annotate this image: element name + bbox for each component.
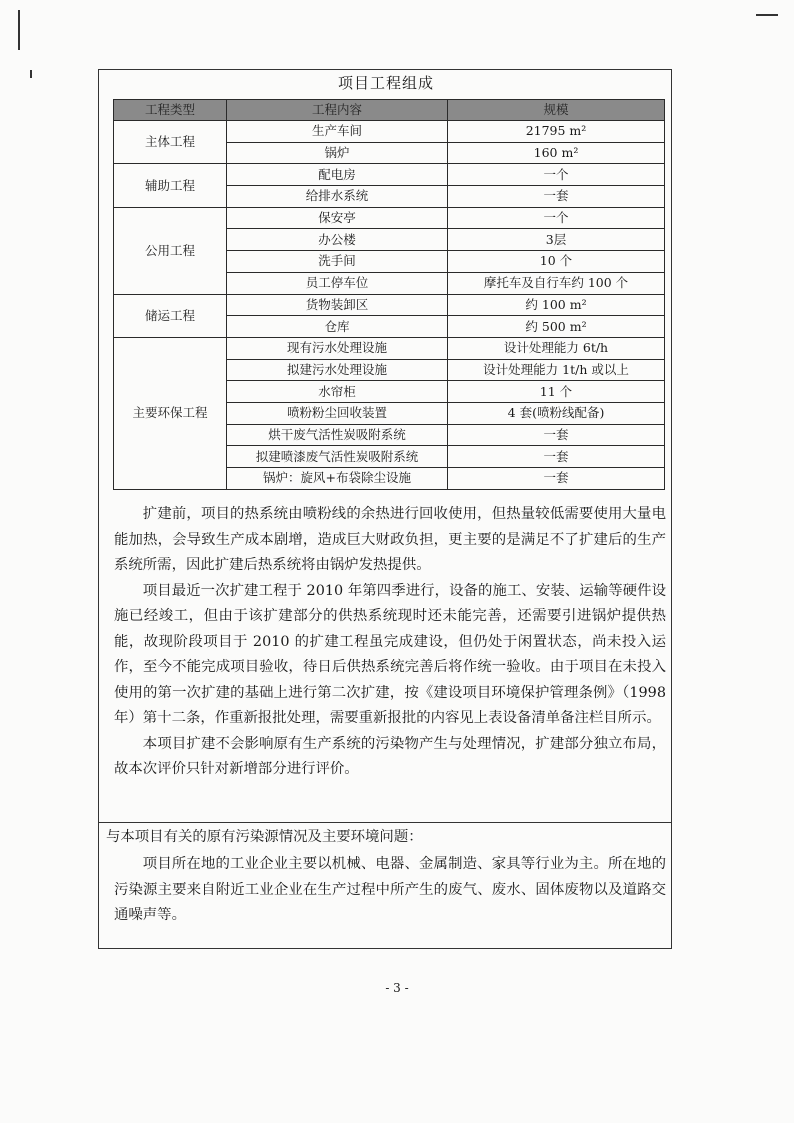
table-row (114, 337, 665, 359)
content-cell: 烘干废气活性炭吸附系统 (227, 424, 448, 446)
content-cell: 喷粉粉尘回收装置 (227, 402, 448, 424)
table-row (114, 207, 665, 229)
table-row (114, 294, 665, 316)
paragraph: 扩建前，项目的热系统由喷粉线的余热进行回收使用，但热量较低需要使用大量电能加热，会导致生产成本剧增，造成巨大财政负担，更主要的是满足不了扩建后的生产系统所需，因此扩建后热系统将由锅炉发热提供。 (114, 506, 666, 573)
category-cell: 公用工程 (114, 207, 227, 294)
header-content: 工程内容 (227, 100, 448, 121)
content-cell: 办公楼 (227, 229, 448, 251)
content-cell: 给排水系统 (227, 186, 448, 208)
content-cell: 锅炉 (227, 142, 448, 164)
table-row (114, 164, 665, 186)
paragraph: 项目所在地的工业企业主要以机械、电器、金属制造、家具等行业为主。所在地的污染源主要来自附近工业企业在生产过程中所产生的废气、废水、固体废物以及道路交通噪声等。 (114, 856, 666, 923)
category-cell: 储运工程 (114, 294, 227, 337)
section-divider (98, 822, 672, 823)
scale-cell: 一套 (448, 424, 665, 446)
body-text (114, 502, 666, 783)
table-row (114, 121, 665, 143)
scale-cell: 摩托车及自行车约 100 个 (448, 272, 665, 294)
category-cell: 辅助工程 (114, 164, 227, 207)
scale-cell: 约 500 m² (448, 316, 665, 338)
scale-cell: 一个 (448, 207, 665, 229)
scale-cell: 约 100 m² (448, 294, 665, 316)
category-cell: 主要环保工程 (114, 337, 227, 489)
paragraph: 本项目扩建不会影响原有生产系统的污染物产生与处理情况，扩建部分独立布局，故本次评价只针对新增部分进行评价。 (114, 735, 666, 777)
scale-cell: 10 个 (448, 251, 665, 273)
content-cell: 拟建喷漆废气活性炭吸附系统 (227, 446, 448, 468)
scale-cell: 21795 m² (448, 121, 665, 143)
content-cell: 仓库 (227, 316, 448, 338)
content-cell: 生产车间 (227, 121, 448, 143)
section-body (114, 852, 666, 929)
category-cell: 主体工程 (114, 121, 227, 164)
scale-cell: 160 m² (448, 142, 665, 164)
page-number: - 3 - (385, 981, 409, 995)
header-category: 工程类型 (114, 100, 227, 121)
content-cell: 现有污水处理设施 (227, 337, 448, 359)
content-cell: 保安亭 (227, 207, 448, 229)
content-cell: 配电房 (227, 164, 448, 186)
content-cell: 拟建污水处理设施 (227, 359, 448, 381)
scale-cell: 一个 (448, 164, 665, 186)
content-cell: 洗手间 (227, 251, 448, 273)
scan-mark (30, 70, 32, 78)
scale-cell: 11 个 (448, 381, 665, 403)
scale-cell: 一套 (448, 186, 665, 208)
scale-cell: 一套 (448, 468, 665, 490)
scale-cell: 设计处理能力 6t/h (448, 337, 665, 359)
scale-cell: 一套 (448, 446, 665, 468)
header-scale: 规模 (448, 100, 665, 121)
paragraph: 项目最近一次扩建工程于 2010 年第四季进行，设备的施工、安装、运输等硬件设施已经竣工，但由于该扩建部分的供热系统现时还未能完善，还需要引进锅炉提供热能，故现阶段项目于 2010 的扩建工程虽完成建设，但仍处于闲置状态，尚未投入运作，至今不能完成项目验收，待日后供热系统完善后将作统一验收。由于项目在未投入使用的第一次扩建的基础上进行第二次扩建，按《建设项目环境保护管理条例》（1998 年）第十二条，作重新报批处理，需要重新报批的内容见上表设备清单备注栏目所示。 (114, 582, 666, 726)
content-cell: 员工停车位 (227, 272, 448, 294)
scale-cell: 4 套(喷粉线配备) (448, 402, 665, 424)
table-title: 项目工程组成 (337, 74, 434, 92)
content-cell: 货物装卸区 (227, 294, 448, 316)
table-header-row (114, 100, 665, 121)
content-cell: 水帘柜 (227, 381, 448, 403)
content-cell: 锅炉：旋风+布袋除尘设施 (227, 468, 448, 490)
scan-mark (18, 10, 20, 50)
scan-mark (756, 14, 778, 16)
project-composition-table (113, 99, 665, 490)
scale-cell: 3层 (448, 229, 665, 251)
section-title: 与本项目有关的原有污染源情况及主要环境问题： (106, 829, 423, 845)
scale-cell: 设计处理能力 1t/h 或以上 (448, 359, 665, 381)
